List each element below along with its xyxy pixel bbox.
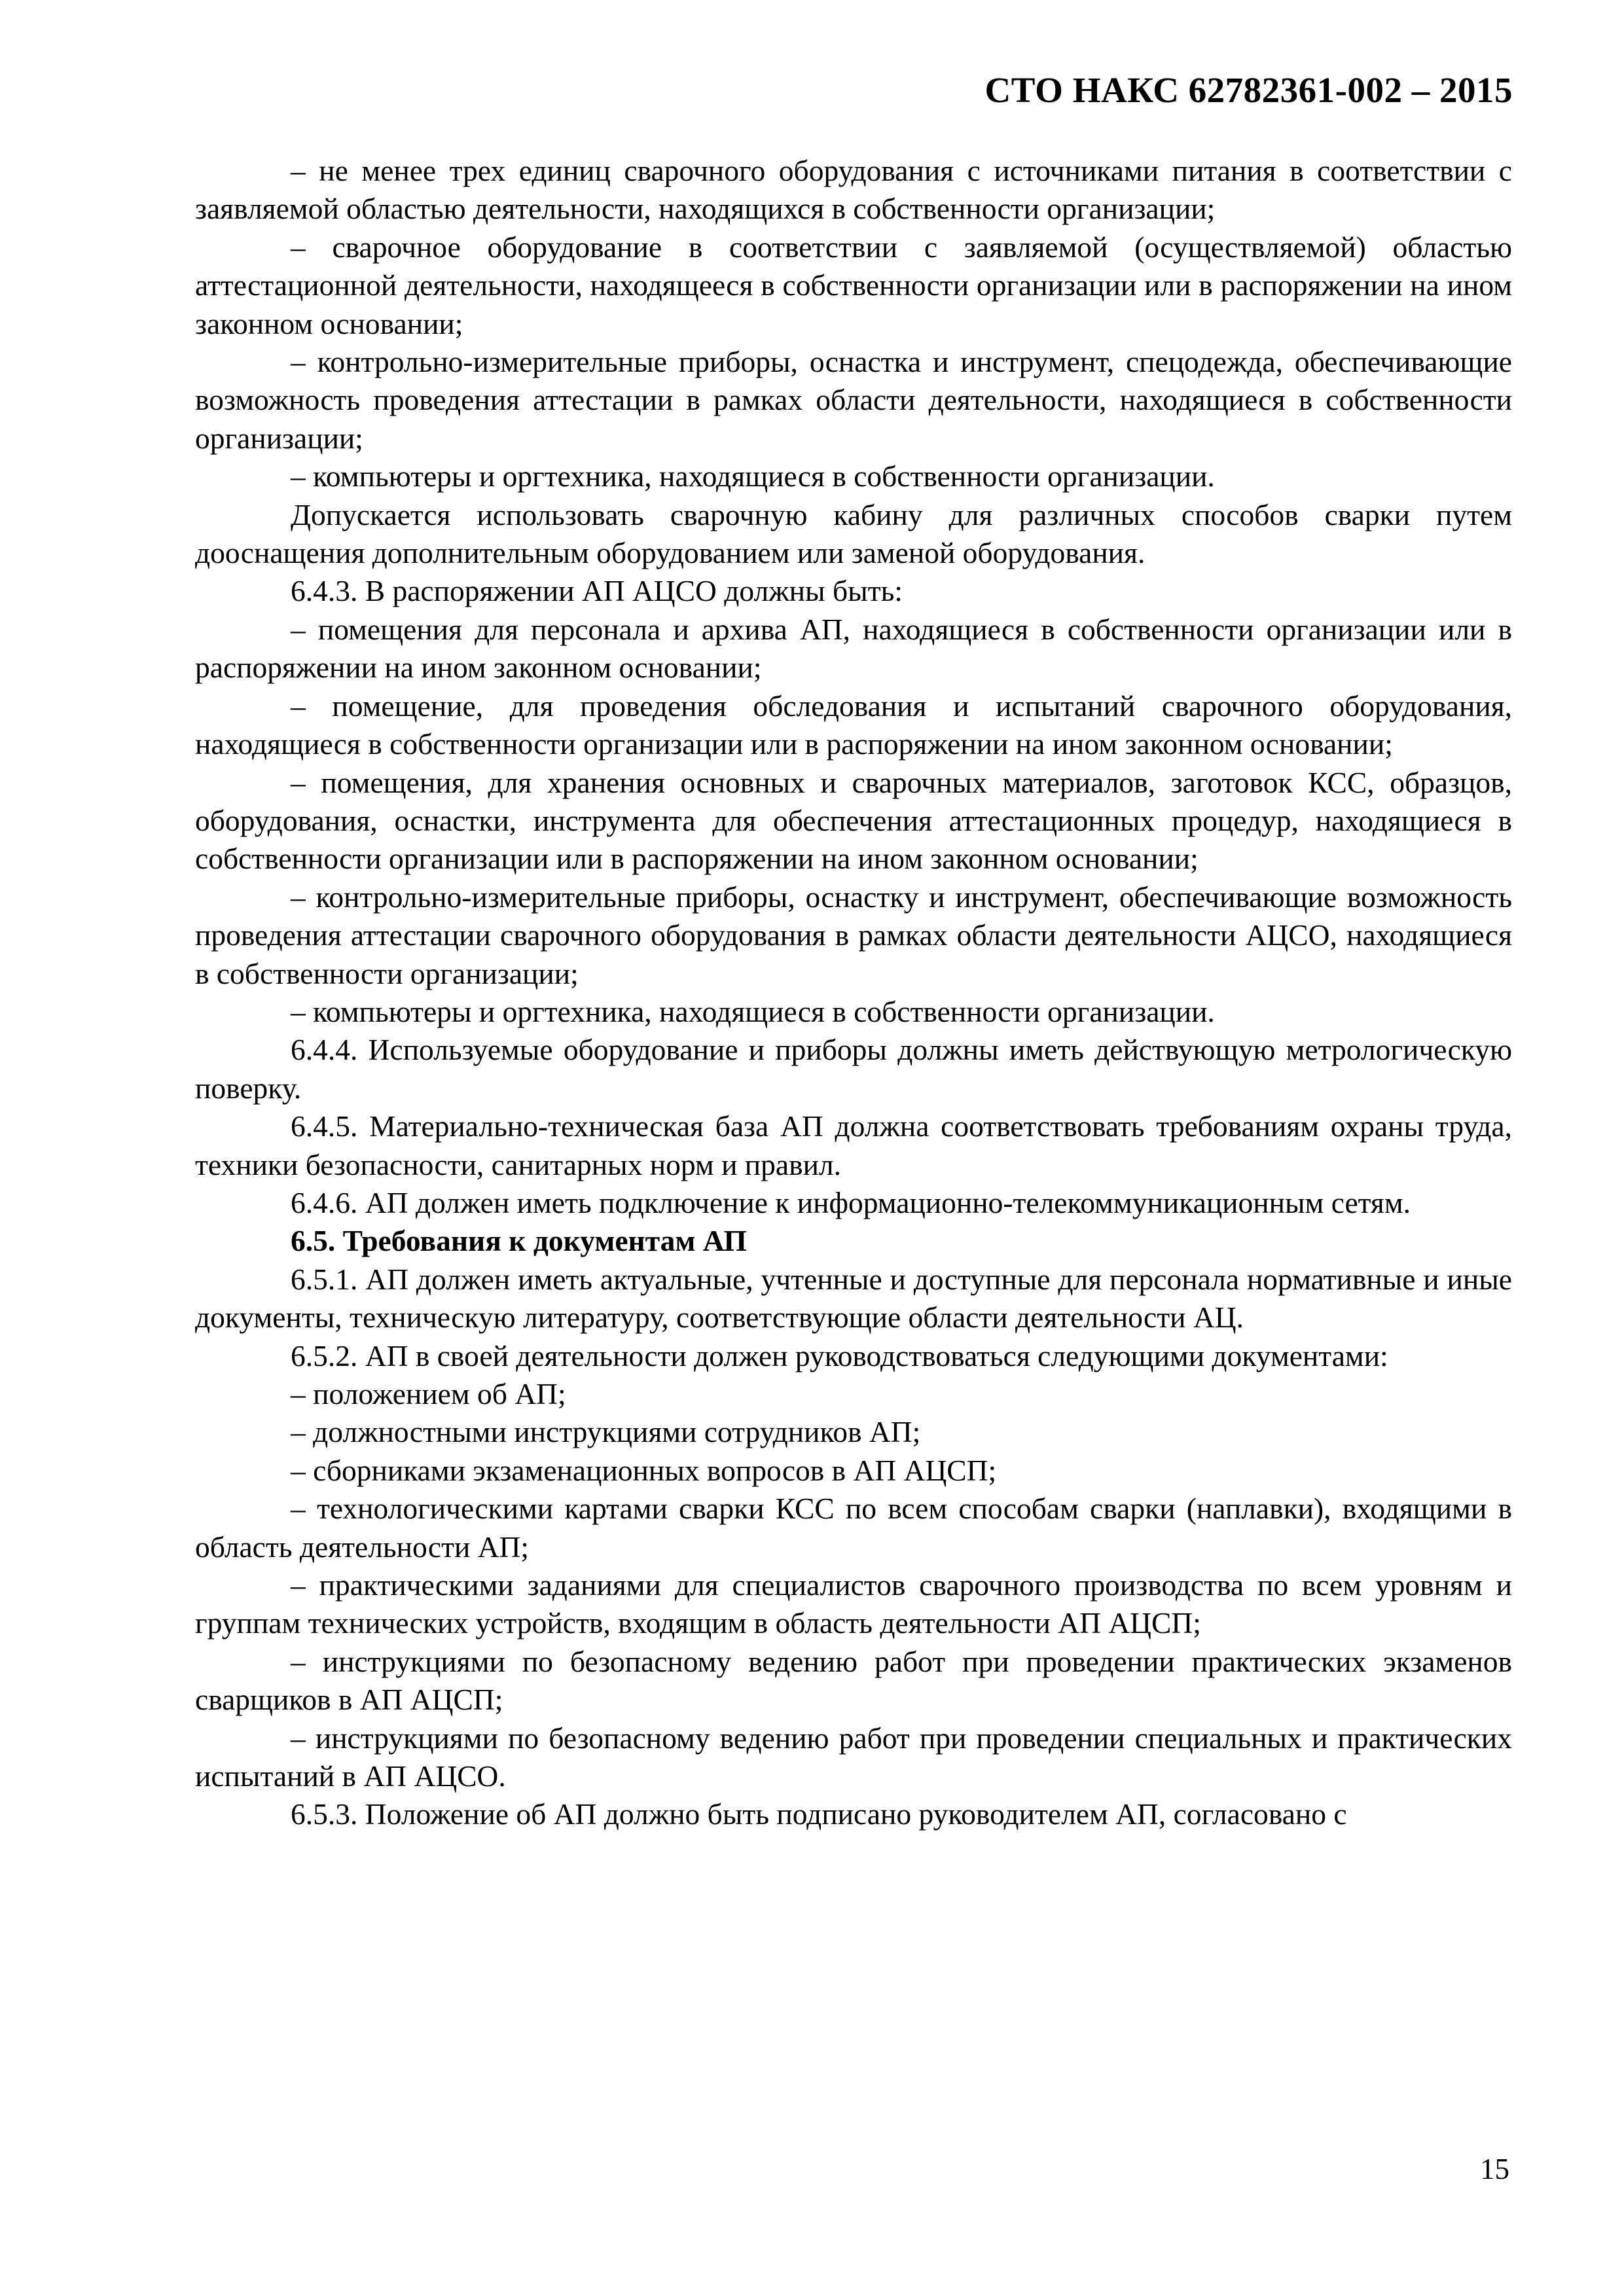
paragraph: 6.5.3. Положение об АП должно быть подписано руководителем АП, согласовано с — [291, 1797, 1347, 1831]
paragraph: – сварочное оборудование в соответствии с заявляемой (осуществляемой) областью аттестационной деятельности, находящееся в собственности организации или в распоряжении на ином законном основании; — [195, 230, 1512, 340]
paragraph: – сборниками экзаменационных вопросов в АП АЦСП; — [291, 1453, 997, 1487]
paragraph: 6.5.1. АП должен иметь актуальные, учтенные и доступные для персонала нормативные и иные документы, техническую литературу, соответствующие области деятельности АЦ. — [195, 1262, 1512, 1335]
paragraph: – помещение, для проведения обследования и испытаний сварочного оборудования, находящиеся в собственности организации или в распоряжении на ином законном основании; — [195, 689, 1512, 761]
paragraph: – помещения для персонала и архива АП, находящиеся в собственности организации или в распоряжении на ином законном основании; — [195, 612, 1512, 685]
paragraph: 6.5.2. АП в своей деятельности должен руководствоваться следующими документами: — [291, 1338, 1388, 1372]
page-number: 15 — [1480, 2153, 1509, 2185]
document-body — [195, 152, 1512, 1834]
paragraph: – инструкциями по безопасному ведению работ при проведении специальных и практических испытаний в АП АЦСО. — [195, 1721, 1512, 1793]
paragraph: – практическими заданиями для специалистов сварочного производства по всем уровням и группам технических устройств, входящим в область деятельности АП АЦСП; — [195, 1568, 1512, 1640]
paragraph: – компьютеры и оргтехника, находящиеся в собственности организации. — [291, 994, 1215, 1028]
paragraph: – не менее трех единиц сварочного оборудования с источниками питания в соответствии с заявляемой областью деятельности, находящихся в собственности организации; — [195, 154, 1512, 226]
paragraph: 6.4.4. Используемые оборудование и приборы должны иметь действующую метрологическую поверку. — [195, 1033, 1512, 1105]
paragraph: – положением об АП; — [291, 1377, 566, 1410]
paragraph: – контрольно-измерительные приборы, оснастка и инструмент, спецодежда, обеспечивающие возможность проведения аттестации в рамках области деятельности, находящиеся в собственности организации; — [195, 345, 1512, 455]
paragraph: 6.4.6. АП должен иметь подключение к информационно-телекоммуникационным сетям. — [291, 1185, 1411, 1219]
paragraph: – контрольно-измерительные приборы, оснастку и инструмент, обеспечивающие возможность проведения аттестации сварочного оборудования в рамках области деятельности АЦСО, находящиеся в собственности организации; — [195, 880, 1512, 990]
paragraph: 6.4.5. Материально-техническая база АП должна соответствовать требованиям охраны труда, техники безопасности, санитарных норм и правил. — [195, 1109, 1512, 1181]
document-header: СТО НАКС 62782361-002 – 2015 — [984, 70, 1513, 110]
paragraph: – инструкциями по безопасному ведению работ при проведении практических экзаменов сварщиков в АП АЦСП; — [195, 1644, 1512, 1717]
paragraph: – технологическими картами сварки КСС по всем способам сварки (наплавки), входящими в область деятельности АП; — [195, 1492, 1512, 1564]
paragraph: Допускается использовать сварочную кабину для различных способов сварки путем дооснащения дополнительным оборудованием или заменой оборудования. — [195, 497, 1512, 570]
paragraph: – компьютеры и оргтехника, находящиеся в собственности организации. — [291, 459, 1215, 493]
paragraph: – должностными инструкциями сотрудников АП; — [291, 1415, 921, 1449]
section-heading: 6.5. Требования к документам АП — [291, 1224, 747, 1258]
paragraph: – помещения, для хранения основных и сварочных материалов, заготовок КСС, образцов, оборудования, оснастки, инструмента для обеспечения аттестационных процедур, находящиеся в собственности организации или в распоряжении на ином законном основании; — [195, 765, 1512, 876]
paragraph: 6.4.3. В распоряжении АП АЦСО должны быть: — [291, 574, 903, 608]
